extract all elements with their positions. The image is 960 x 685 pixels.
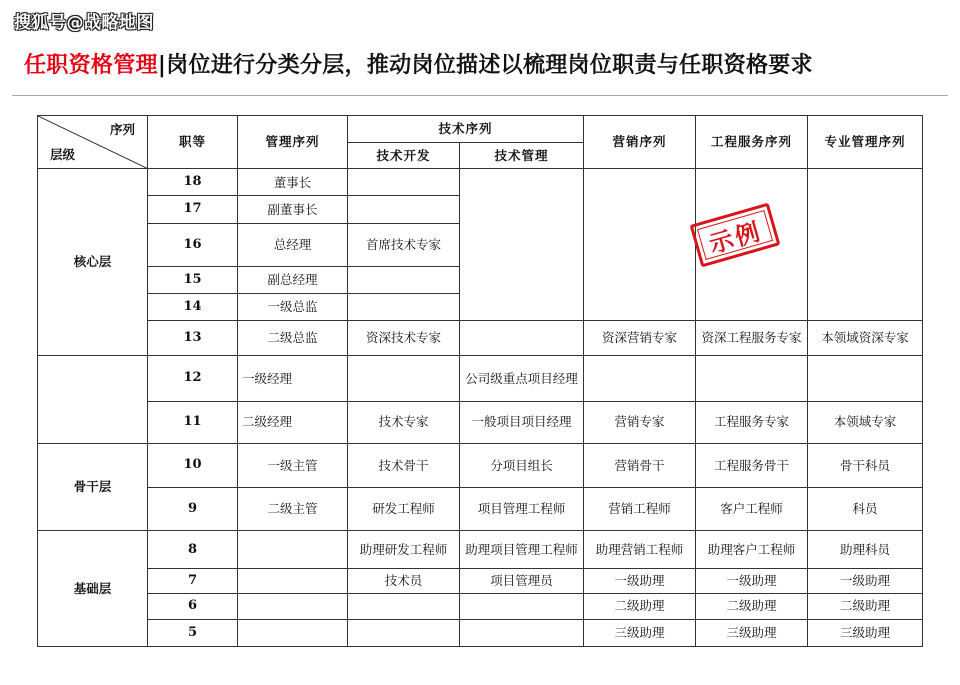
table-row bbox=[38, 619, 923, 646]
watermark: 搜狐号@战略地图 bbox=[14, 13, 154, 33]
corner-sequence-label: 序列 bbox=[109, 122, 135, 137]
tech-dev-cell bbox=[348, 169, 460, 196]
grade-cell: 17 bbox=[148, 196, 238, 223]
management-cell bbox=[238, 531, 348, 569]
management-cell: 副总经理 bbox=[238, 266, 348, 293]
management-cell bbox=[238, 593, 348, 619]
marketing-cell: 一级助理 bbox=[584, 569, 696, 593]
management-cell: 一级主管 bbox=[238, 443, 348, 487]
grade-cell: 12 bbox=[148, 356, 238, 401]
tech-mgmt-cell: 项目管理工程师 bbox=[460, 488, 584, 531]
professional-cell: 一级助理 bbox=[808, 569, 923, 593]
marketing-cell: 营销专家 bbox=[584, 401, 696, 443]
engineering-cell: 三级助理 bbox=[696, 619, 808, 646]
tech-dev-cell bbox=[348, 619, 460, 646]
table-row bbox=[38, 356, 923, 401]
marketing-cell: 营销骨干 bbox=[584, 443, 696, 487]
level-backbone: 骨干层 bbox=[38, 443, 148, 530]
tech-mgmt-cell: 分项目组长 bbox=[460, 443, 584, 487]
level-core: 核心层 bbox=[38, 169, 148, 356]
tech-mgmt-cell bbox=[460, 593, 584, 619]
management-cell: 总经理 bbox=[238, 223, 348, 266]
marketing-cell: 营销工程师 bbox=[584, 488, 696, 531]
marketing-cell: 助理营销工程师 bbox=[584, 531, 696, 569]
grade-cell: 14 bbox=[148, 293, 238, 320]
header-tech: 技术序列 bbox=[348, 116, 584, 143]
tech-mgmt-cell bbox=[460, 321, 584, 356]
engineering-cell bbox=[696, 356, 808, 401]
management-cell: 二级经理 bbox=[238, 401, 348, 443]
professional-cell: 本领域专家 bbox=[808, 401, 923, 443]
management-cell bbox=[238, 619, 348, 646]
management-cell bbox=[238, 569, 348, 593]
tech-mgmt-cell: 项目管理员 bbox=[460, 569, 584, 593]
table-row bbox=[38, 488, 923, 531]
marketing-cell: 二级助理 bbox=[584, 593, 696, 619]
title-separator: | bbox=[157, 53, 167, 78]
professional-cell: 二级助理 bbox=[808, 593, 923, 619]
professional-cell bbox=[808, 169, 923, 321]
grade-cell: 10 bbox=[148, 443, 238, 487]
professional-cell: 科员 bbox=[808, 488, 923, 531]
professional-cell: 本领域资深专家 bbox=[808, 321, 923, 356]
stamp-label: 示例 bbox=[705, 215, 766, 259]
table-row bbox=[38, 169, 923, 196]
header-engineering-service: 工程服务序列 bbox=[696, 116, 808, 169]
marketing-cell bbox=[584, 356, 696, 401]
engineering-cell: 工程服务骨干 bbox=[696, 443, 808, 487]
marketing-cell: 三级助理 bbox=[584, 619, 696, 646]
management-cell: 二级主管 bbox=[238, 488, 348, 531]
grade-cell: 11 bbox=[148, 401, 238, 443]
management-cell: 二级总监 bbox=[238, 321, 348, 356]
corner-level-label: 层级 bbox=[50, 146, 76, 162]
tech-mgmt-cell bbox=[460, 619, 584, 646]
tech-dev-cell bbox=[348, 356, 460, 401]
tech-dev-cell: 技术骨干 bbox=[348, 443, 460, 487]
management-cell: 一级经理 bbox=[238, 356, 348, 401]
table-row bbox=[38, 593, 923, 619]
header-tech-dev: 技术开发 bbox=[348, 143, 460, 169]
grade-cell: 15 bbox=[148, 266, 238, 293]
header-grade: 职等 bbox=[148, 116, 238, 169]
tech-dev-cell bbox=[348, 266, 460, 293]
engineering-cell: 客户工程师 bbox=[696, 488, 808, 531]
tech-mgmt-cell: 助理项目管理工程师 bbox=[460, 531, 584, 569]
table-row bbox=[38, 569, 923, 593]
professional-cell bbox=[808, 356, 923, 401]
header-row-1 bbox=[38, 116, 923, 143]
header-management: 管理序列 bbox=[238, 116, 348, 169]
engineering-cell: 一级助理 bbox=[696, 569, 808, 593]
tech-dev-cell: 研发工程师 bbox=[348, 488, 460, 531]
tech-dev-cell: 技术员 bbox=[348, 569, 460, 593]
engineering-cell: 二级助理 bbox=[696, 593, 808, 619]
level-base: 基础层 bbox=[38, 531, 148, 647]
tech-mgmt-cell: 公司级重点项目经理 bbox=[460, 356, 584, 401]
table-row bbox=[38, 321, 923, 356]
marketing-cell: 资深营销专家 bbox=[584, 321, 696, 356]
table-row bbox=[38, 401, 923, 443]
professional-cell: 骨干科员 bbox=[808, 443, 923, 487]
tech-dev-cell: 助理研发工程师 bbox=[348, 531, 460, 569]
grade-cell: 16 bbox=[148, 223, 238, 266]
table-row bbox=[38, 531, 923, 569]
management-cell: 副董事长 bbox=[238, 196, 348, 223]
marketing-cell bbox=[584, 169, 696, 321]
engineering-cell: 工程服务专家 bbox=[696, 401, 808, 443]
grade-cell: 13 bbox=[148, 321, 238, 356]
grade-cell: 6 bbox=[148, 593, 238, 619]
management-cell: 董事长 bbox=[238, 169, 348, 196]
tech-dev-cell bbox=[348, 293, 460, 320]
grade-cell: 8 bbox=[148, 531, 238, 569]
engineering-cell: 助理客户工程师 bbox=[696, 531, 808, 569]
tech-dev-cell bbox=[348, 593, 460, 619]
tech-mgmt-cell: 一般项目项目经理 bbox=[460, 401, 584, 443]
grade-cell: 7 bbox=[148, 569, 238, 593]
professional-cell: 三级助理 bbox=[808, 619, 923, 646]
header-professional-mgmt: 专业管理序列 bbox=[808, 116, 923, 169]
grade-cell: 18 bbox=[148, 169, 238, 196]
engineering-cell: 资深工程服务专家 bbox=[696, 321, 808, 356]
page-title bbox=[24, 48, 813, 79]
level-blank bbox=[38, 356, 148, 443]
tech-mgmt-cell bbox=[460, 169, 584, 321]
tech-dev-cell: 首席技术专家 bbox=[348, 223, 460, 266]
title-divider bbox=[12, 95, 948, 96]
table-row bbox=[38, 443, 923, 487]
tech-dev-cell bbox=[348, 196, 460, 223]
corner-header bbox=[38, 116, 148, 169]
header-tech-mgmt: 技术管理 bbox=[460, 143, 584, 169]
professional-cell: 助理科员 bbox=[808, 531, 923, 569]
tech-dev-cell: 技术专家 bbox=[348, 401, 460, 443]
header-marketing: 营销序列 bbox=[584, 116, 696, 169]
management-cell: 一级总监 bbox=[238, 293, 348, 320]
grade-cell: 5 bbox=[148, 619, 238, 646]
title-rest: 岗位进行分类分层，推动岗位描述以梳理岗位职责与任职资格要求 bbox=[166, 53, 813, 78]
tech-dev-cell: 资深技术专家 bbox=[348, 321, 460, 356]
title-highlight: 任职资格管理 bbox=[24, 53, 158, 78]
qualification-table bbox=[37, 115, 923, 647]
grade-cell: 9 bbox=[148, 488, 238, 531]
